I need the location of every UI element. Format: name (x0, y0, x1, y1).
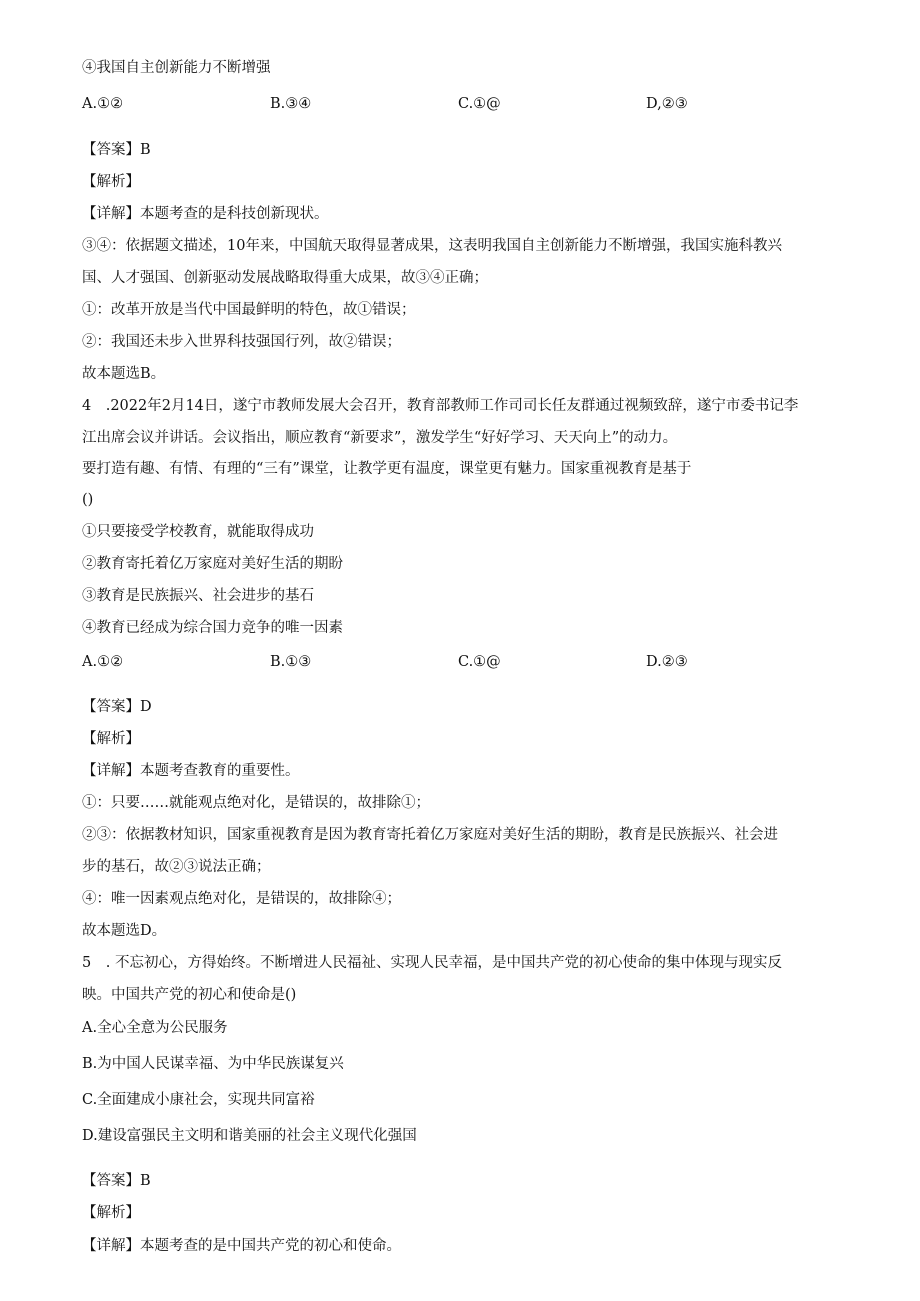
q5-stem-2: 映。中国共产党的初心和使命是() (82, 987, 297, 1003)
q4-statement-1: ①只要接受学校教育，就能取得成功 (82, 524, 314, 540)
q5-option-b: B.为中国人民谋幸福、为中华民族谋复兴 (82, 1056, 344, 1072)
q5-detail: 【详解】本题考查的是中国共产党的初心和使命。 (82, 1238, 401, 1254)
q5-option-c: C.全面建成小康社会，实现共同富裕 (82, 1092, 315, 1108)
q3-explanation-3: ②：我国还未步入世界科技强国行列，故②错误； (82, 334, 401, 350)
q3-explanation-1b: 国、人才强国、创新驱动发展战略取得重大成果，故③④正确； (82, 270, 488, 286)
q3-explanation-1a: ③④：依据题文描述，10年来，中国航天取得显著成果，这表明我国自主创新能力不断增强，我国实施科教兴 (82, 238, 782, 254)
q4-option-c: C.①@ (458, 654, 501, 670)
q5-answer: 【答案】B (82, 1173, 151, 1189)
q4-stem-1: 4 .2022年2月14日，遂宁市教师发展大会召开，教育部教师工作司司长任友群通过视频致辞，遂宁市委书记李 (82, 398, 799, 414)
q4-conclusion: 故本题选D。 (82, 923, 167, 939)
q4-option-a: A.①② (82, 654, 124, 670)
q4-option-b: B.①③ (270, 654, 312, 670)
q4-explanation-2b: 步的基石，故②③说法正确； (82, 859, 271, 875)
q3-option-d: D,②③ (646, 96, 688, 112)
q4-analysis-label: 【解析】 (82, 731, 140, 747)
q3-option-c: C.①@ (458, 96, 501, 112)
q4-answer: 【答案】D (82, 699, 152, 715)
q4-explanation-2a: ②③：依据教材知识，国家重视教育是因为教育寄托着亿万家庭对美好生活的期盼，教育是民族振兴、社会进 (82, 827, 778, 843)
q5-analysis-label: 【解析】 (82, 1205, 140, 1221)
q4-detail: 【详解】本题考查教育的重要性。 (82, 763, 300, 779)
q3-conclusion: 故本题选B。 (82, 366, 166, 382)
q4-statement-2: ②教育寄托着亿万家庭对美好生活的期盼 (82, 556, 343, 572)
q3-option-b: B.③④ (270, 96, 312, 112)
q4-paren: () (82, 492, 94, 508)
q5-option-a: A.全心全意为公民服务 (82, 1020, 228, 1036)
q4-explanation-1: ①：只要……就能观点绝对化，是错误的，故排除①； (82, 795, 430, 811)
q4-statement-4: ④教育已经成为综合国力竞争的唯一因素 (82, 620, 343, 636)
q5-option-d: D.建设富强民主文明和谐美丽的社会主义现代化强国 (82, 1128, 417, 1144)
q3-analysis-label: 【解析】 (82, 174, 140, 190)
q3-detail: 【详解】本题考查的是科技创新现状。 (82, 206, 329, 222)
q4-option-d: D.②③ (646, 654, 688, 670)
q4-stem-2: 江出席会议并讲话。会议指出，顺应教育“新要求”，激发学生“好好学习、天天向上”的动力。 (82, 430, 678, 446)
q5-stem-1: 5 . 不忘初心，方得始终。不断增进人民福祉、实现人民幸福，是中国共产党的初心使命的集中体现与现实反 (82, 955, 782, 971)
q3-statement-4: ④我国自主创新能力不断增强 (82, 60, 271, 76)
q3-option-a: A.①② (82, 96, 124, 112)
q4-explanation-3: ④：唯一因素观点绝对化，是错误的，故排除④； (82, 891, 401, 907)
q3-answer: 【答案】B (82, 142, 151, 158)
q4-statement-3: ③教育是民族振兴、社会进步的基石 (82, 588, 314, 604)
q3-explanation-2: ①：改革开放是当代中国最鲜明的特色，故①错误； (82, 302, 416, 318)
q4-stem-3: 要打造有趣、有情、有理的“三有”课堂，让教学更有温度，课堂更有魅力。国家重视教育是基于 (82, 461, 692, 477)
